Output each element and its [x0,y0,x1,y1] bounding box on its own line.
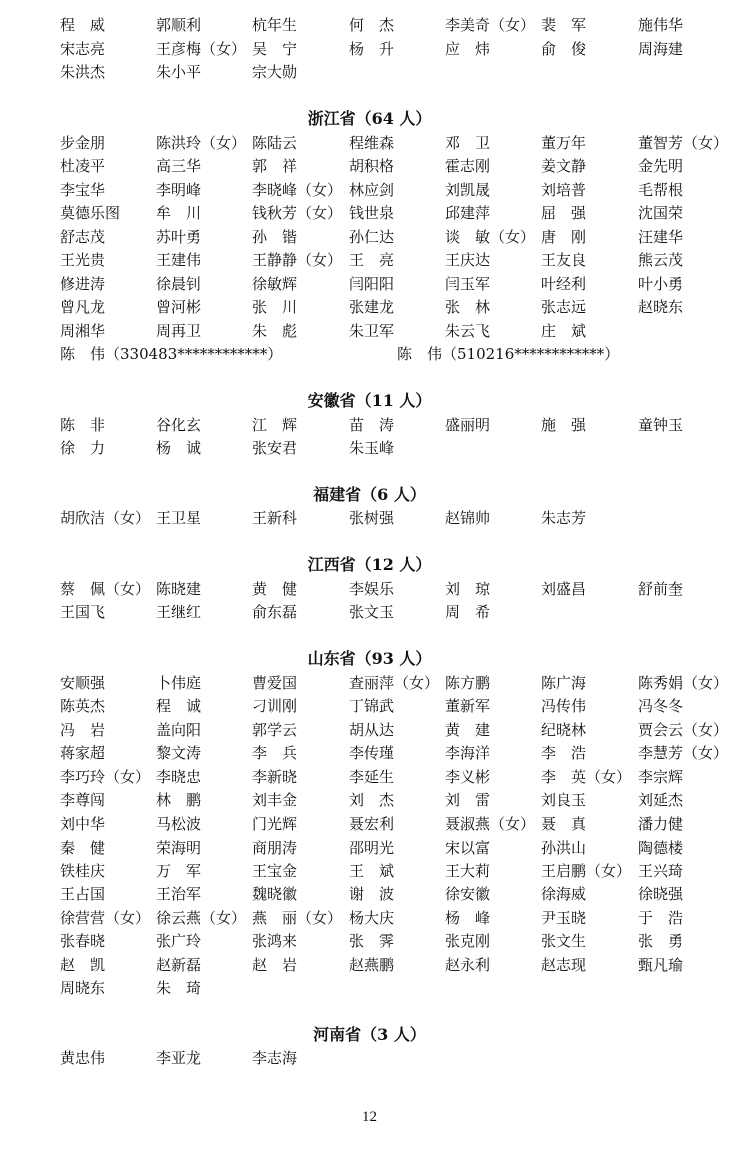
person-name: 唐 刚 [541,228,587,246]
name-row-with-id [0,343,739,365]
person-name: 张广玲 [156,932,202,950]
person-name: 吴 宁 [252,40,298,58]
name-row [0,61,739,83]
section-heading-zhejiang: 浙江省（64 人） [307,109,432,128]
person-name: 赵晓东 [638,298,684,316]
person-name: 徐敏辉 [252,275,298,293]
person-name: 王 斌 [349,862,395,880]
person-name: 徐晓强 [638,885,684,903]
person-name: 朱洪杰 [60,63,106,81]
person-name: 赵永利 [445,956,491,974]
name-row [0,320,739,342]
person-name: 李 浩 [541,744,587,762]
name-row [0,507,739,529]
name-row [0,414,739,436]
person-name: 王彦梅（女） [156,40,247,58]
person-name: 刘延杰 [638,791,684,809]
person-name: 徐海威 [541,885,587,903]
person-name: 王大莉 [445,862,491,880]
person-name: 杭年生 [252,16,298,34]
person-name: 张克刚 [445,932,491,950]
person-name: 施伟华 [638,16,684,34]
person-name: 甄凡瑜 [638,956,684,974]
person-name: 李晓忠 [156,768,202,786]
person-name: 高三华 [156,157,202,175]
person-name: 朱玉峰 [349,439,395,457]
person-name: 张安君 [252,439,298,457]
person-name: 李尊闯 [60,791,106,809]
name-row [0,132,739,154]
person-name: 冯传伟 [541,697,587,715]
person-name: 舒志茂 [60,228,106,246]
name-row [0,930,739,952]
person-name: 刘盛昌 [541,580,587,598]
person-name: 王静静（女） [252,251,343,269]
person-name: 赵 岩 [252,956,298,974]
person-name: 刘培普 [541,181,587,199]
person-name: 林 鹏 [156,791,202,809]
person-name: 钱世泉 [349,204,395,222]
person-name: 张志远 [541,298,587,316]
person-name: 尹玉晓 [541,909,587,927]
person-name: 杨 峰 [445,909,491,927]
person-name: 霍志刚 [445,157,491,175]
person-name: 马松波 [156,815,202,833]
person-name: 胡积格 [349,157,395,175]
person-name: 程维森 [349,134,395,152]
person-name: 邵明光 [349,839,395,857]
name-row [0,883,739,905]
person-name: 刘丰金 [252,791,298,809]
person-name: 蔡 佩（女） [60,580,151,598]
name-row [0,38,739,60]
person-name: 朱云飞 [445,322,491,340]
person-name: 荣海明 [156,839,202,857]
name-row [0,977,739,999]
person-name: 钱秋芳（女） [252,204,343,222]
person-name: 万 军 [156,862,202,880]
person-name: 赵新磊 [156,956,202,974]
person-name: 盖向阳 [156,721,202,739]
name-row [0,837,739,859]
person-name: 徐云燕（女） [156,909,247,927]
person-name: 周湘华 [60,322,106,340]
person-name: 王兴琦 [638,862,684,880]
person-name: 胡从达 [349,721,395,739]
person-name: 李义彬 [445,768,491,786]
person-name: 徐营营（女） [60,909,151,927]
person-name: 秦 健 [60,839,106,857]
person-name: 徐 力 [60,439,106,457]
person-name: 李宝华 [60,181,106,199]
person-name: 张鸿来 [252,932,298,950]
person-name: 孙洪山 [541,839,587,857]
person-name: 曾河彬 [156,298,202,316]
person-name: 刘 琼 [445,580,491,598]
person-name: 王 亮 [349,251,395,269]
person-name: 舒前奎 [638,580,684,598]
person-name: 丁锦武 [349,697,395,715]
name-row [0,437,739,459]
person-name: 周再卫 [156,322,202,340]
person-name: 纪晓林 [541,721,587,739]
person-name: 陈广海 [541,674,587,692]
person-name: 叶小勇 [638,275,684,293]
person-name: 刘中华 [60,815,106,833]
person-name: 李志海 [252,1049,298,1067]
person-name: 赵 凯 [60,956,106,974]
person-name: 王占国 [60,885,106,903]
person-name: 董新军 [445,697,491,715]
person-name: 俞东磊 [252,603,298,621]
person-name: 苏叶勇 [156,228,202,246]
person-name: 黄 建 [445,721,491,739]
person-name: 应 炜 [445,40,491,58]
person-name: 周海建 [638,40,684,58]
person-name: 邓 卫 [445,134,491,152]
person-name: 步金朋 [60,134,106,152]
person-name: 聂淑燕（女） [445,815,536,833]
person-name: 郭 祥 [252,157,298,175]
person-name: 王友良 [541,251,587,269]
person-name: 徐安徽 [445,885,491,903]
section-heading-anhui: 安徽省（11 人） [307,391,432,410]
person-name: 李明峰 [156,181,202,199]
person-name: 莫德乐图 [60,204,121,222]
person-name: 张 霁 [349,932,395,950]
person-name: 赵志现 [541,956,587,974]
person-name: 王宝金 [252,862,298,880]
person-name: 牟 川 [156,204,202,222]
name-row [0,601,739,623]
person-name: 叶经利 [541,275,587,293]
person-name: 王新科 [252,509,298,527]
name-row [0,907,739,929]
person-name: 俞 俊 [541,40,587,58]
person-name: 张文生 [541,932,587,950]
section-heading-fujian: 福建省（6 人） [313,485,426,504]
person-name: 张树强 [349,509,395,527]
name-row [0,249,739,271]
name-row [0,789,739,811]
person-name: 李娱乐 [349,580,395,598]
person-name: 李 英（女） [541,768,632,786]
person-name: 冯冬冬 [638,697,684,715]
name-row [0,813,739,835]
person-name: 张 林 [445,298,491,316]
person-name: 刘良玉 [541,791,587,809]
person-name: 王启鹏（女） [541,862,632,880]
person-name: 刁训刚 [252,697,298,715]
person-name: 修进涛 [60,275,106,293]
person-name: 汪建华 [638,228,684,246]
person-name: 陈秀娟（女） [638,674,729,692]
person-name: 杜凌平 [60,157,106,175]
section-heading-jiangxi: 江西省（12 人） [307,555,432,574]
person-name: 燕 丽（女） [252,909,343,927]
name-row [0,226,739,248]
person-name: 裴 军 [541,16,587,34]
person-name: 黄忠伟 [60,1049,106,1067]
person-name: 杨 升 [349,40,395,58]
person-name: 林应剑 [349,181,395,199]
person-name: 闫阳阳 [349,275,395,293]
person-name-with-id: 陈 伟（330483************） [60,345,283,363]
person-name: 李新晓 [252,768,298,786]
person-name: 赵锦帅 [445,509,491,527]
person-name: 谷化玄 [156,416,202,434]
person-name: 赵燕鹏 [349,956,395,974]
person-name: 宋以富 [445,839,491,857]
name-row [0,695,739,717]
person-name: 江 辉 [252,416,298,434]
person-name: 孙 锴 [252,228,298,246]
person-name: 毛帮根 [638,181,684,199]
person-name: 冯 岩 [60,721,106,739]
name-row [0,578,739,600]
person-name: 朱卫军 [349,322,395,340]
person-name: 王卫星 [156,509,202,527]
person-name: 卜伟庭 [156,674,202,692]
person-name: 黄 健 [252,580,298,598]
name-row [0,14,739,36]
person-name: 何 杰 [349,16,395,34]
person-name: 王国飞 [60,603,106,621]
person-name: 宗大勋 [252,63,298,81]
person-name: 铁桂庆 [60,862,106,880]
person-name: 商朋涛 [252,839,298,857]
person-name: 董万年 [541,134,587,152]
person-name: 李美奇（女） [445,16,536,34]
name-row [0,155,739,177]
person-name: 盛丽明 [445,416,491,434]
person-name: 谈 敏（女） [445,228,536,246]
person-name: 陈洪玲（女） [156,134,247,152]
person-name: 李传瑾 [349,744,395,762]
name-row [0,719,739,741]
person-name: 郭学云 [252,721,298,739]
name-row [0,1047,739,1069]
person-name: 郭顺利 [156,16,202,34]
person-name: 查丽萍（女） [349,674,440,692]
person-name: 陶德楼 [638,839,684,857]
person-name: 谢 波 [349,885,395,903]
person-name: 刘 杰 [349,791,395,809]
person-name: 李亚龙 [156,1049,202,1067]
person-name: 陈晓建 [156,580,202,598]
person-name: 姜文静 [541,157,587,175]
person-name: 李巧玲（女） [60,768,151,786]
person-name: 曹爱国 [252,674,298,692]
person-name: 黎文涛 [156,744,202,762]
person-name: 贾会云（女） [638,721,729,739]
name-row [0,954,739,976]
person-name: 杨 诚 [156,439,202,457]
name-row [0,742,739,764]
section-heading-henan: 河南省（3 人） [313,1025,426,1044]
person-name: 安顺强 [60,674,106,692]
person-name: 李海洋 [445,744,491,762]
person-name: 李延生 [349,768,395,786]
person-name: 李宗辉 [638,768,684,786]
person-name: 门光辉 [252,815,298,833]
person-name: 张 勇 [638,932,684,950]
person-name: 李 兵 [252,744,298,762]
person-name: 金先明 [638,157,684,175]
person-name: 蒋家超 [60,744,106,762]
person-name: 张文玉 [349,603,395,621]
person-name: 孙仁达 [349,228,395,246]
name-row [0,860,739,882]
person-name: 曾凡龙 [60,298,106,316]
name-row [0,672,739,694]
name-row [0,273,739,295]
person-name: 周 希 [445,603,491,621]
person-name: 邱建萍 [445,204,491,222]
person-name: 胡欣洁（女） [60,509,151,527]
person-name: 沈国荣 [638,204,684,222]
person-name: 刘凯晟 [445,181,491,199]
person-name: 熊云茂 [638,251,684,269]
name-row [0,202,739,224]
person-name: 周晓东 [60,979,106,997]
person-name: 魏晓徽 [252,885,298,903]
person-name: 于 浩 [638,909,684,927]
person-name: 李晓峰（女） [252,181,343,199]
person-name: 杨大庆 [349,909,395,927]
person-name: 张建龙 [349,298,395,316]
person-name: 陈方鹏 [445,674,491,692]
person-name: 李慧芳（女） [638,744,729,762]
person-name: 潘力健 [638,815,684,833]
person-name: 苗 涛 [349,416,395,434]
person-name: 王庆达 [445,251,491,269]
name-row [0,296,739,318]
person-name: 朱小平 [156,63,202,81]
person-name: 程 威 [60,16,106,34]
person-name: 王继红 [156,603,202,621]
person-name: 庄 斌 [541,322,587,340]
page-number: 12 [362,1109,377,1125]
person-name: 童钟玉 [638,416,684,434]
person-name: 王治军 [156,885,202,903]
person-name: 王建伟 [156,251,202,269]
section-heading-shandong: 山东省（93 人） [307,649,432,668]
person-name: 聂 真 [541,815,587,833]
person-name: 张春晓 [60,932,106,950]
person-name-with-id: 陈 伟（510216************） [397,345,620,363]
name-row [0,766,739,788]
person-name: 施 强 [541,416,587,434]
person-name: 闫玉军 [445,275,491,293]
person-name: 朱 琦 [156,979,202,997]
person-name: 朱 彪 [252,322,298,340]
person-name: 程 诚 [156,697,202,715]
person-name: 董智芳（女） [638,134,729,152]
person-name: 屈 强 [541,204,587,222]
person-name: 陈 非 [60,416,106,434]
person-name: 陈英杰 [60,697,106,715]
person-name: 陈陆云 [252,134,298,152]
person-name: 宋志亮 [60,40,106,58]
person-name: 朱志芳 [541,509,587,527]
person-name: 聂宏利 [349,815,395,833]
name-row [0,179,739,201]
person-name: 刘 雷 [445,791,491,809]
person-name: 张 川 [252,298,298,316]
person-name: 徐晨钊 [156,275,202,293]
person-name: 王光贵 [60,251,106,269]
